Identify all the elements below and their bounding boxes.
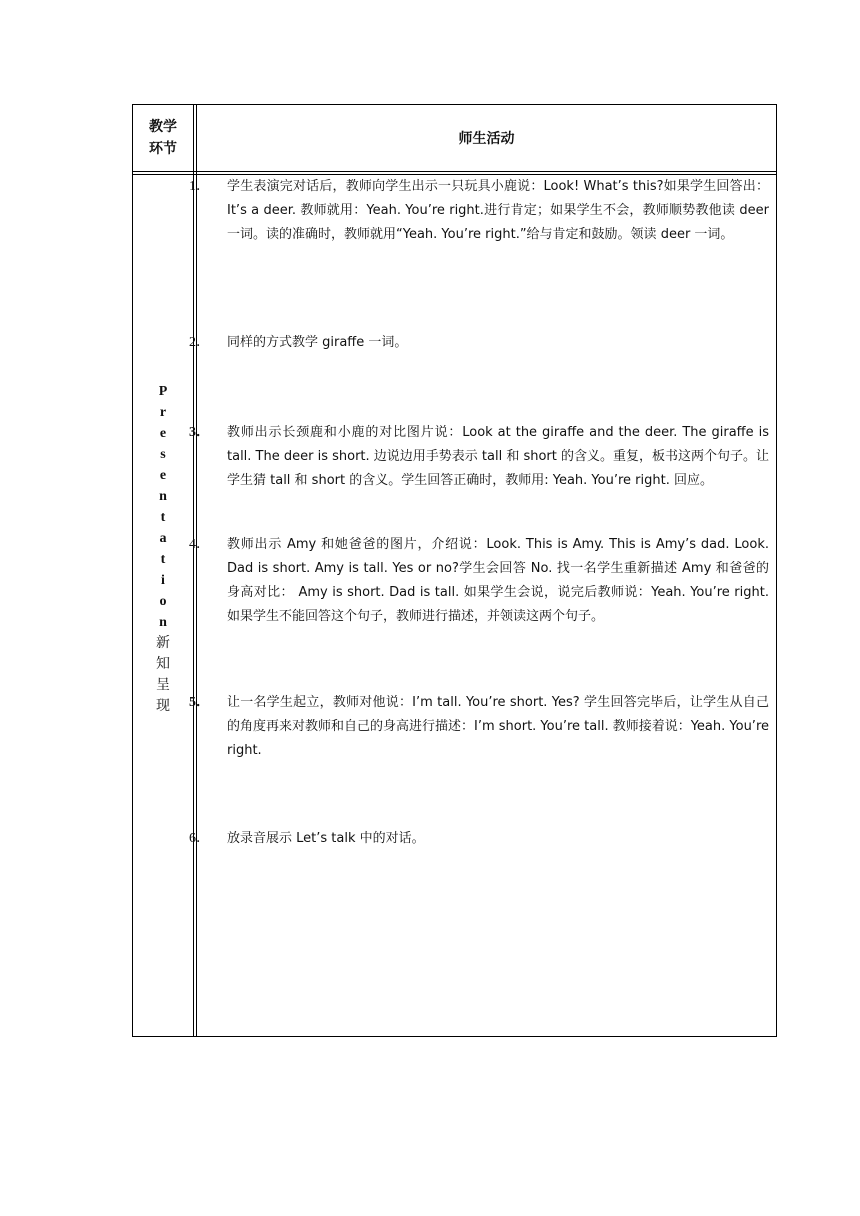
activity-number: 1． — [189, 179, 210, 194]
stage-char: 知 — [156, 656, 170, 672]
activity-item — [189, 827, 769, 851]
stage-label-presentation — [133, 381, 193, 717]
activity-number: 6． — [189, 831, 210, 846]
column-divider-inner — [196, 105, 197, 1036]
header-stage-line2: 环节 — [149, 141, 177, 157]
activity-number: 2． — [189, 335, 210, 350]
activity-item — [189, 691, 769, 763]
header-teaching-stage — [133, 105, 193, 171]
header-divider — [133, 171, 776, 172]
activity-text: 放录音展示 Let’s talk 中的对话。 — [227, 831, 425, 846]
stage-char: 呈 — [156, 677, 170, 693]
column-divider — [193, 105, 194, 1036]
activity-text: 教师出示 Amy 和她爸爸的图片，介绍说：Look. This is Amy. This is Amy’s dad. Look. Dad is short. Amy is tall. Yes or no?学生会回答 No. 找一名学生重新描述 Amy 和爸爸的身高对比： Amy is short. Dad is tall. 如果学生会说，说完后教师说：Yeah. You’re right. 如果学生不能回答这个句子，教师进行描述，并领读这两个句子。 — [227, 537, 769, 624]
stage-char: 现 — [156, 698, 170, 714]
stage-letter: t — [160, 510, 166, 525]
activity-number: 4． — [189, 537, 210, 552]
stage-letter: s — [160, 447, 166, 462]
activity-number: 5． — [189, 695, 210, 710]
activity-number: 3． — [189, 425, 210, 440]
stage-letter: e — [159, 426, 167, 441]
stage-letter: n — [159, 489, 167, 504]
header-activities: 师生活动 — [458, 131, 515, 147]
activity-text: 让一名学生起立，教师对他说：I’m tall. You’re short. Yes? 学生回答完毕后，让学生从自己的角度再来对教师和自己的身高进行描述：I’m short. You’re tall. 教师接着说：Yeah. You’re right. — [227, 695, 769, 758]
activity-item — [189, 331, 769, 355]
activity-text: 学生表演完对话后，教师向学生出示一只玩具小鹿说：Look! What’s this?如果学生回答出：It’s a deer. 教师就用：Yeah. You’re right.进行肯定；如果学生不会，教师顺势教他读 deer 一词。读的准确时，教师就用“Yeah. You’re right.”给与肯定和鼓励。领读 deer 一词。 — [227, 179, 769, 242]
activity-item — [189, 533, 769, 629]
stage-letter: r — [159, 405, 167, 420]
stage-char: 新 — [156, 635, 170, 651]
stage-letter: P — [158, 384, 168, 399]
header-stage-line1: 教学 — [149, 119, 177, 135]
stage-letter: a — [159, 531, 167, 546]
activity-item — [189, 175, 769, 247]
activity-item — [189, 421, 770, 493]
stage-letter: n — [159, 615, 167, 630]
lesson-table — [132, 104, 777, 1037]
activity-text: 教师出示长颈鹿和小鹿的对比图片说：Look at the giraffe and the deer. The giraffe is tall. The deer is short. 边说边用手势表示 tall 和 short 的含义。重复，板书这两个句子。让学生猜 tall 和 short 的含义。学生回答正确时，教师用: Yeah. You’re right. 回应。 — [227, 425, 770, 488]
stage-letter: e — [159, 468, 167, 483]
activity-text: 同样的方式教学 giraffe 一词。 — [227, 335, 408, 350]
stage-letter: t — [160, 552, 166, 567]
stage-letter: o — [159, 594, 167, 609]
stage-letter: i — [161, 573, 165, 588]
